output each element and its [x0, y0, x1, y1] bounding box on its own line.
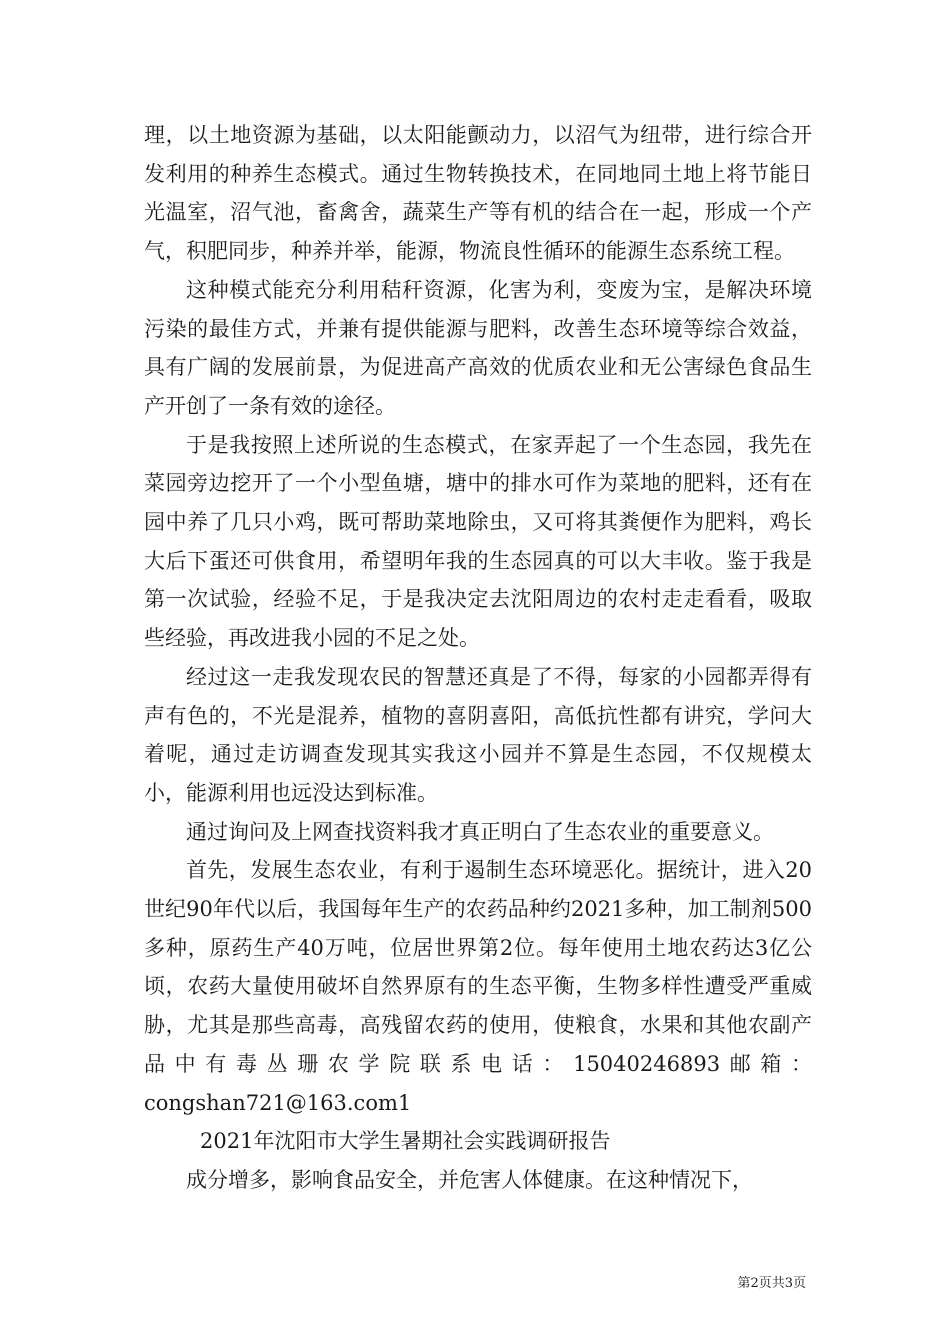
- document-body: [144, 116, 812, 1200]
- paragraph-4: 经过这一走我发现农民的智慧还真是了不得，每家的小园都弄得有声有色的，不光是混养，植物的喜阴喜阳，高低抗性都有讲究，学问大着呢，通过走访调查发现其实我这小园并不算是生态园，不仅规模太小，能源利用也远没达到标准。: [144, 664, 812, 805]
- paragraph-7: 成分增多，影响食品安全，并危害人体健康。在这种情况下，: [186, 1167, 753, 1192]
- paragraph-1: 理，以土地资源为基础，以太阳能颤动力，以沼气为纽带，进行综合开发利用的种养生态模式。通过生物转换技术，在同地同土地上将节能日光温室，沼气池，畜禽舍，蔬菜生产等有机的结合在一起，形成一个产气，积肥同步，种养并举，能源，物流良性循环的能源生态系统工程。: [144, 123, 812, 264]
- running-header: 2021年沈阳市大学生暑期社会实践调研报告: [200, 1129, 611, 1154]
- paragraph-2: 这种模式能充分利用秸秆资源，化害为利，变废为宝，是解决环境污染的最佳方式，并兼有提供能源与肥料，改善生态环境等综合效益，具有广阔的发展前景，为促进高产高效的优质农业和无公害绿色食品生产开创了一条有效的途径。: [144, 277, 812, 418]
- page-number: 第2页共3页: [737, 1276, 806, 1291]
- paragraph-6: 首先，发展生态农业，有利于遏制生态环境恶化。据统计，进入20世纪90年代以后，我国每年生产的农药品种约2021多种，加工制剂500多种，原药生产40万吨，位居世界第2位。每年使用土地农药达3亿公顷，农药大量使用破坏自然界原有的生态平衡，生物多样性遭受严重威胁，尤其是那些高毒，高残留农药的使用，使粮食，水果和其他农副产品中有毒丛珊农学院联系电话：15040246893邮箱：congshan721@163.com1: [144, 858, 812, 1115]
- paragraph-5: 通过询问及上网查找资料我才真正明白了生态农业的重要意义。: [186, 819, 774, 844]
- paragraph-3: 于是我按照上述所说的生态模式，在家弄起了一个生态园，我先在菜园旁边挖开了一个小型鱼塘，塘中的排水可作为菜地的肥料，还有在园中养了几只小鸡，既可帮助菜地除虫，又可将其粪便作为肥料，鸡长大后下蛋还可供食用，希望明年我的生态园真的可以大丰收。鉴于我是第一次试验，经验不足，于是我决定去沈阳周边的农村走走看看，吸取些经验，再改进我小园的不足之处。: [144, 432, 812, 651]
